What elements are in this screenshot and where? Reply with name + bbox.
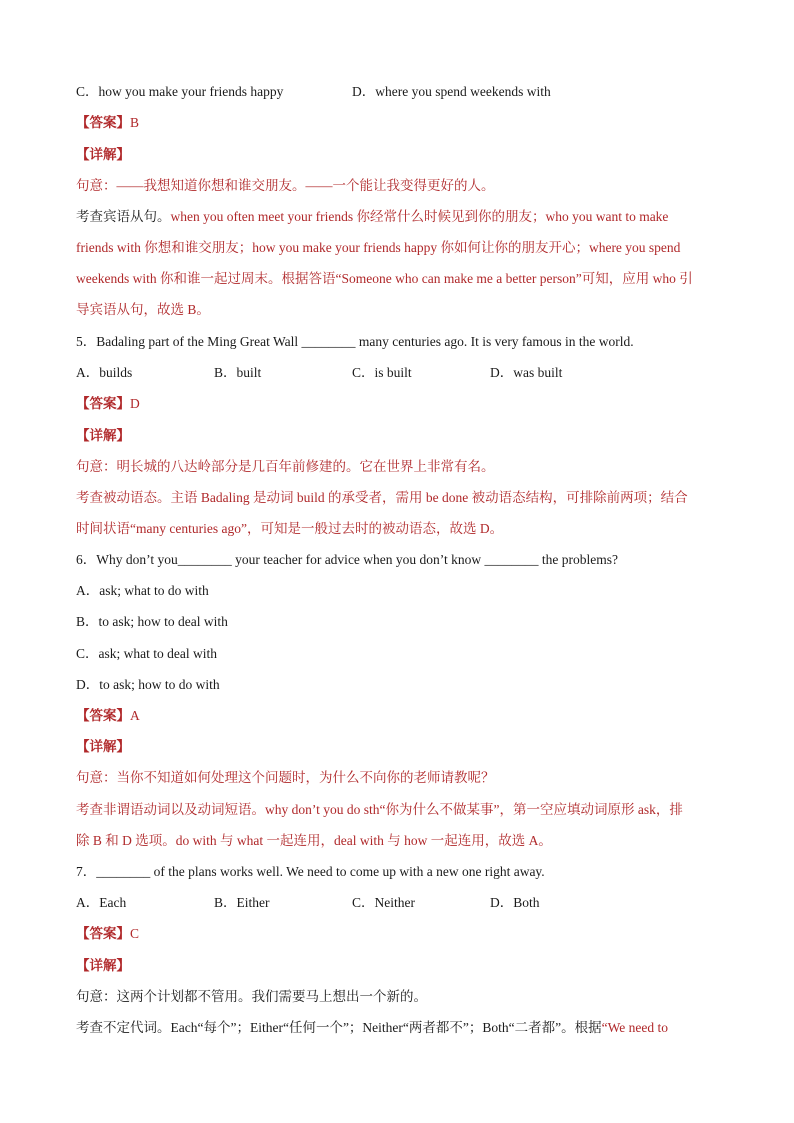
q6-detail-label: 【详解】 — [76, 739, 130, 754]
q5-detail-label: 【详解】 — [76, 428, 130, 443]
answer-value: B — [130, 115, 140, 130]
q4-option-d: D．where you spend weekends with — [352, 84, 551, 99]
q5-explanation-2: 时间状语“many centuries ago”，可知是一般过去时的被动语态，故选 D。 — [76, 521, 504, 536]
q5-question: 5．Badaling part of the Ming Great Wall ________ many centuries ago. It is very famous in the world. — [76, 334, 634, 349]
q5-option-a: A．builds — [76, 365, 133, 380]
q6-question: 6．Why don’t you________ your teacher for advice when you don’t know ________ the problems? — [76, 552, 619, 567]
q6-answer: 【答案】A — [76, 708, 140, 723]
q4-explanation-3: weekends with 你和谁一起过周末。根据答语“Someone who can make me a better person”可知，应用 who 引 — [76, 271, 693, 286]
q4-detail-label: 【详解】 — [76, 147, 130, 162]
q7-option-d: D．Both — [490, 895, 540, 910]
q4-option-d-wrap — [352, 82, 551, 102]
q5-meaning: 句意：明长城的八达岭部分是几百年前修建的。它在世界上非常有名。 — [76, 459, 495, 474]
q7-option-b: B．Either — [214, 895, 270, 910]
q7-question: 7．________ of the plans works well. We need to come up with a new one right away. — [76, 864, 545, 879]
answer-label: 【答案】 — [76, 115, 130, 130]
q4-options-row — [76, 82, 283, 102]
q6-option-d: D．to ask; how to do with — [76, 677, 220, 692]
q6-explanation-2: 除 B 和 D 选项。do with 与 what 一起连用，deal with 与 how 一起连用，故选 A。 — [76, 833, 552, 848]
q4-explanation-2: friends with 你想和谁交朋友；how you make your friends happy 你如何让你的朋友开心；where you spend — [76, 240, 681, 255]
q4-explanation-4: 导宾语从句，故选 B。 — [76, 302, 210, 317]
q7-answer: 【答案】C — [76, 926, 140, 941]
q6-option-c: C．ask; what to deal with — [76, 646, 217, 661]
q7-explanation-1: 考查不定代词。Each“每个”；Either“任何一个”；Neither“两者都不”；Both“二者都”。根据“We need to — [76, 1020, 669, 1035]
q6-option-a: A．ask; what to do with — [76, 583, 209, 598]
q4-answer — [76, 113, 139, 133]
q6-explanation-1: 考查非谓语动词以及动词短语。why don’t you do sth“你为什么不做某事”，第一空应填动词原形 ask，排 — [76, 802, 683, 817]
q5-option-b: B．built — [214, 365, 262, 380]
q4-option-c: C．how you make your friends happy — [76, 84, 284, 99]
q6-option-b: B．to ask; how to deal with — [76, 614, 228, 629]
q4-meaning: 句意：——我想知道你想和谁交朋友。——一个能让我变得更好的人。 — [76, 178, 495, 193]
q7-meaning: 句意：这两个计划都不管用。我们需要马上想出一个新的。 — [76, 989, 427, 1004]
q5-option-c: C．is built — [352, 365, 412, 380]
q7-option-c: C．Neither — [352, 895, 415, 910]
q7-option-a: A．Each — [76, 895, 127, 910]
q4-explanation-1: 考查宾语从句。when you often meet your friends 你经常什么时候见到你的朋友；who you want to make — [76, 209, 669, 224]
q5-answer: 【答案】D — [76, 396, 140, 411]
q5-explanation-1: 考查被动语态。主语 Badaling 是动词 build 的承受者，需用 be done 被动语态结构，可排除前两项；结合 — [76, 490, 688, 505]
q7-detail-label: 【详解】 — [76, 958, 130, 973]
q5-option-d: D．was built — [490, 365, 563, 380]
q6-meaning: 句意：当你不知道如何处理这个问题时，为什么不向你的老师请教呢？ — [76, 770, 495, 785]
